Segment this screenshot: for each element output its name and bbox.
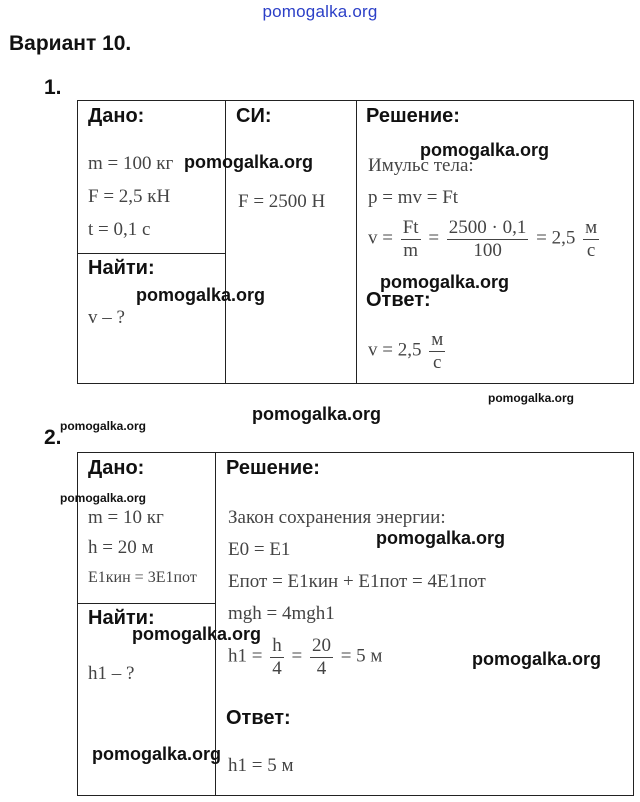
watermark: pomogalka.org	[92, 744, 222, 764]
task1-unit-den: с	[586, 239, 596, 261]
task2-frac1-den: 4	[272, 657, 282, 679]
task2-h-lhs: h1 =	[228, 645, 263, 667]
task2-frac1-num: h	[272, 635, 282, 656]
task1-frac1-den: m	[403, 239, 419, 261]
task1-answer-lhs: v = 2,5	[368, 339, 422, 361]
task1-given-m: m = 100 кг	[88, 153, 174, 174]
task1-given-F: F = 2,5 кН	[88, 186, 171, 207]
task2-fraction-20-4	[310, 635, 333, 680]
task1-divider-given	[225, 101, 226, 383]
variant-title: Вариант 10.	[9, 32, 132, 55]
task2-eq: =	[291, 645, 303, 667]
task1-si-label: СИ:	[236, 105, 272, 127]
task2-solution-line2: E0 = E1	[228, 539, 291, 560]
task1-table	[77, 100, 634, 384]
task2-solution-line1: Закон сохранения энергии:	[228, 507, 446, 528]
task1-frac2-num: 2500 · 0,1	[448, 217, 527, 238]
task2-given-label: Дано:	[88, 457, 145, 479]
task2-solution-label: Решение:	[226, 457, 320, 479]
task1-fraction-ft-m	[401, 217, 421, 262]
watermark: pomogalka.org	[252, 404, 382, 424]
task2-frac2-den: 4	[316, 657, 327, 679]
task2-number: 2.	[44, 426, 62, 449]
task1-answer-unit-den: с	[433, 351, 442, 373]
watermark: pomogalka.org	[488, 391, 575, 405]
task1-eq: =	[428, 227, 440, 249]
task1-number: 1.	[44, 76, 62, 99]
task2-find-label: Найти:	[88, 607, 155, 629]
task1-solution-line2: p = mv = Ft	[368, 187, 459, 208]
task1-unit-fraction	[583, 217, 599, 262]
task1-answer-unit-num: м	[431, 329, 444, 350]
watermark: pomogalka.org	[420, 140, 550, 160]
task2-answer: h1 = 5 м	[228, 755, 294, 776]
task1-result: = 2,5	[536, 227, 576, 249]
watermark: pomogalka.org	[380, 272, 510, 292]
task1-find-value: v – ?	[88, 307, 125, 328]
task1-v-lhs: v =	[368, 227, 393, 249]
task2-solution-line4: mgh = 4mgh1	[228, 603, 335, 624]
watermark: pomogalka.org	[60, 419, 147, 433]
task2-divider-find	[78, 603, 215, 604]
task1-find-label: Найти:	[88, 257, 155, 279]
task1-frac2-den: 100	[473, 239, 502, 261]
task1-solution-formula	[368, 217, 602, 262]
task1-fraction-values	[447, 217, 529, 262]
watermark: pomogalka.org	[132, 624, 262, 644]
task1-si-value: F = 2500 Н	[238, 191, 326, 212]
task1-frac1-num: Ft	[402, 217, 419, 238]
site-header-link[interactable]: pomogalka.org	[262, 2, 378, 21]
watermark: pomogalka.org	[472, 649, 602, 669]
task2-given-m: m = 10 кг	[88, 507, 164, 528]
task2-given-h: h = 20 м	[88, 537, 154, 558]
task1-given-t: t = 0,1 с	[88, 219, 151, 240]
task2-fraction-h-4	[270, 635, 284, 680]
task1-divider-find	[78, 253, 225, 254]
watermark: pomogalka.org	[60, 491, 147, 505]
task2-find-value: h1 – ?	[88, 663, 135, 684]
task1-solution-label: Решение:	[366, 105, 460, 127]
task2-answer-label: Ответ:	[226, 707, 291, 729]
task1-unit-num: м	[585, 217, 598, 238]
watermark: pomogalka.org	[184, 152, 314, 172]
task2-solution-line3: Eпот = E1кин + E1пот = 4E1пот	[228, 571, 486, 592]
task1-solution-line1: Имульс тела:	[368, 155, 474, 176]
task2-given-E: E1кин = 3E1пот	[88, 569, 197, 586]
task1-answer-label: Ответ:	[366, 289, 431, 311]
task2-frac2-num: 20	[311, 635, 331, 656]
task1-given-label: Дано:	[88, 105, 145, 127]
task1-answer	[368, 329, 448, 374]
task1-answer-unit-fraction	[429, 329, 445, 374]
watermark: pomogalka.org	[136, 285, 266, 305]
watermark: pomogalka.org	[376, 528, 506, 548]
task1-divider-si	[356, 101, 357, 383]
task2-result: = 5 м	[340, 645, 383, 667]
